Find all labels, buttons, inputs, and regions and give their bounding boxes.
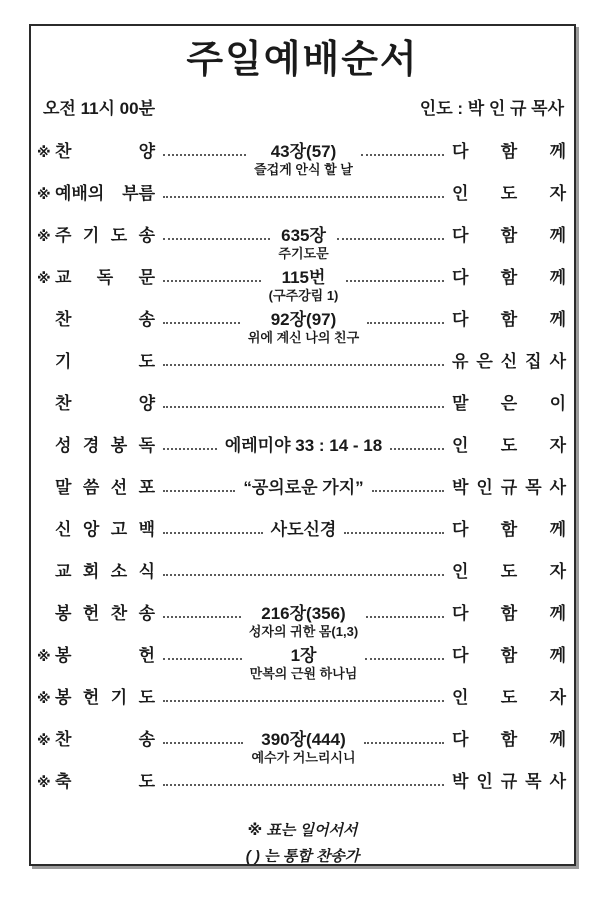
dotted-leader — [163, 478, 235, 492]
order-item-label: 찬 송 — [55, 310, 155, 329]
sermon-title: “공의로운 가지” — [243, 478, 364, 497]
sermon-title-wrap — [243, 478, 363, 498]
order-row-offering-hymn — [35, 604, 566, 646]
dotted-leader — [366, 604, 444, 618]
performer: 다 함 께 — [452, 310, 566, 329]
performer: 다 함 께 — [452, 142, 566, 161]
service-header — [31, 98, 574, 120]
dotted-leader — [163, 394, 444, 408]
order-row-offering-prayer — [35, 688, 566, 730]
footnote-standing: ※ 표는 일어서서 — [247, 822, 358, 839]
hymn-number: 92장(97) — [270, 310, 337, 329]
performer: 유 은 신 집 사 — [452, 352, 566, 371]
order-row-praise-1 — [35, 142, 566, 184]
hymn-info — [278, 226, 328, 261]
dotted-leader — [163, 268, 261, 282]
order-item-label: 찬 양 — [55, 142, 155, 161]
hymn-number: 43장(57) — [270, 142, 337, 161]
order-row-hymn-1 — [35, 310, 566, 352]
hymn-title: 성자의 귀한 몸(1,3) — [248, 624, 359, 639]
performer: 박 인 규 목 사 — [452, 772, 566, 791]
order-item-label: 예배의 부름 — [55, 184, 155, 203]
dotted-leader — [163, 772, 444, 786]
dotted-leader — [365, 646, 444, 660]
dotted-leader — [163, 604, 241, 618]
hymn-info — [249, 604, 358, 639]
order-item-label: 교 독 문 — [55, 268, 155, 287]
order-row-lords-prayer-song — [35, 226, 566, 268]
service-time: 오전 11시 00분 — [43, 99, 156, 118]
performer: 인 도 자 — [452, 436, 567, 455]
scripture-reference — [225, 436, 382, 456]
standing-mark: ※ — [37, 270, 51, 286]
standing-mark: ※ — [37, 648, 51, 664]
dotted-leader — [364, 730, 444, 744]
dotted-leader — [163, 142, 246, 156]
order-row-sermon — [35, 478, 566, 520]
order-row-responsive-reading — [35, 268, 566, 310]
order-item-label: 찬 송 — [55, 730, 155, 749]
hymn-info — [269, 268, 339, 303]
order-row-scripture-reading — [35, 436, 566, 478]
hymn-number: 635장 — [281, 226, 326, 245]
page-title: 주일예배순서 — [186, 39, 419, 81]
standing-mark: ※ — [37, 774, 51, 790]
performer: 박 인 규 목 사 — [452, 478, 567, 497]
performer: 맡 은 이 — [452, 394, 566, 413]
hymn-title: 예수가 거느리시니 — [251, 750, 356, 765]
hymn-number: 216장(356) — [261, 604, 346, 623]
order-item-label: 교 회 소 식 — [55, 562, 155, 581]
hymn-title: 즐겁게 안식 할 날 — [254, 162, 353, 177]
order-item-label: 봉 헌 — [55, 646, 155, 665]
dotted-leader — [163, 226, 270, 240]
dotted-leader — [163, 520, 263, 534]
performer: 다 함 께 — [452, 646, 567, 665]
standing-mark: ※ — [37, 186, 51, 202]
footnote-hymnal: ( ) 는 통합 찬송가 — [245, 848, 360, 865]
order-item-label: 봉 헌 찬 송 — [55, 604, 155, 623]
hymn-title: 주기도문 — [278, 246, 329, 261]
dotted-leader — [163, 688, 444, 702]
standing-mark: ※ — [37, 690, 51, 706]
order-item-label: 신 앙 고 백 — [55, 520, 155, 539]
hymn-title: 만복의 근원 하나님 — [249, 666, 358, 681]
dotted-leader — [163, 184, 444, 198]
order-item-label: 성 경 봉 독 — [55, 436, 155, 455]
order-item-label: 말 씀 선 포 — [55, 478, 155, 497]
dotted-leader — [163, 352, 444, 366]
creed-name: 사도신경 — [270, 520, 337, 539]
hymn-info — [248, 310, 359, 345]
hymn-info — [251, 730, 355, 765]
standing-mark: ※ — [37, 228, 51, 244]
footnotes — [31, 818, 574, 866]
hymn-info — [250, 646, 358, 681]
order-row-prayer — [35, 352, 566, 394]
order-row-offering — [35, 646, 566, 688]
performer: 다 함 께 — [452, 268, 567, 287]
standing-mark: ※ — [37, 144, 51, 160]
order-row-hymn-2 — [35, 730, 566, 772]
performer: 인 도 자 — [452, 184, 566, 203]
order-item-label: 찬 양 — [55, 394, 155, 413]
order-row-praise-2 — [35, 394, 566, 436]
hymn-number: 115번 — [281, 268, 326, 287]
standing-mark: ※ — [37, 732, 51, 748]
order-item-label: 봉 헌 기 도 — [55, 688, 155, 707]
order-row-call-to-worship — [35, 184, 566, 226]
performer: 다 함 께 — [452, 226, 567, 245]
order-row-confession-of-faith — [35, 520, 566, 562]
creed-wrap — [271, 520, 337, 540]
dotted-leader — [163, 562, 444, 576]
order-item-label: 주 기 도 송 — [55, 226, 155, 245]
scripture-text: 에레미야 33 : 14 - 18 — [224, 436, 383, 455]
order-list — [31, 142, 574, 814]
hymn-number: 1장 — [290, 646, 317, 665]
dotted-leader — [361, 142, 444, 156]
worship-order-sheet — [29, 24, 576, 866]
performer: 인 도 자 — [452, 688, 566, 707]
dotted-leader — [163, 730, 243, 744]
performer: 인 도 자 — [452, 562, 566, 581]
dotted-leader — [367, 310, 444, 324]
dotted-leader — [390, 436, 444, 450]
hymn-info — [254, 142, 353, 177]
hymn-title: 위에 계신 나의 친구 — [247, 330, 360, 345]
performer: 다 함 께 — [452, 520, 567, 539]
dotted-leader — [163, 646, 242, 660]
dotted-leader — [163, 310, 240, 324]
service-leader: 인도 : 박 인 규 목사 — [419, 99, 564, 118]
order-row-announcements — [35, 562, 566, 604]
hymn-title: (구주강림 1) — [268, 288, 339, 303]
order-item-label: 기 도 — [55, 352, 155, 371]
performer: 다 함 께 — [452, 730, 567, 749]
dotted-leader — [346, 268, 444, 282]
order-row-benediction — [35, 772, 566, 814]
order-item-label: 축 도 — [55, 772, 155, 791]
performer: 다 함 께 — [452, 604, 566, 623]
dotted-leader — [372, 478, 444, 492]
dotted-leader — [337, 226, 444, 240]
hymn-number: 390장(444) — [261, 730, 346, 749]
dotted-leader — [344, 520, 444, 534]
dotted-leader — [163, 436, 217, 450]
